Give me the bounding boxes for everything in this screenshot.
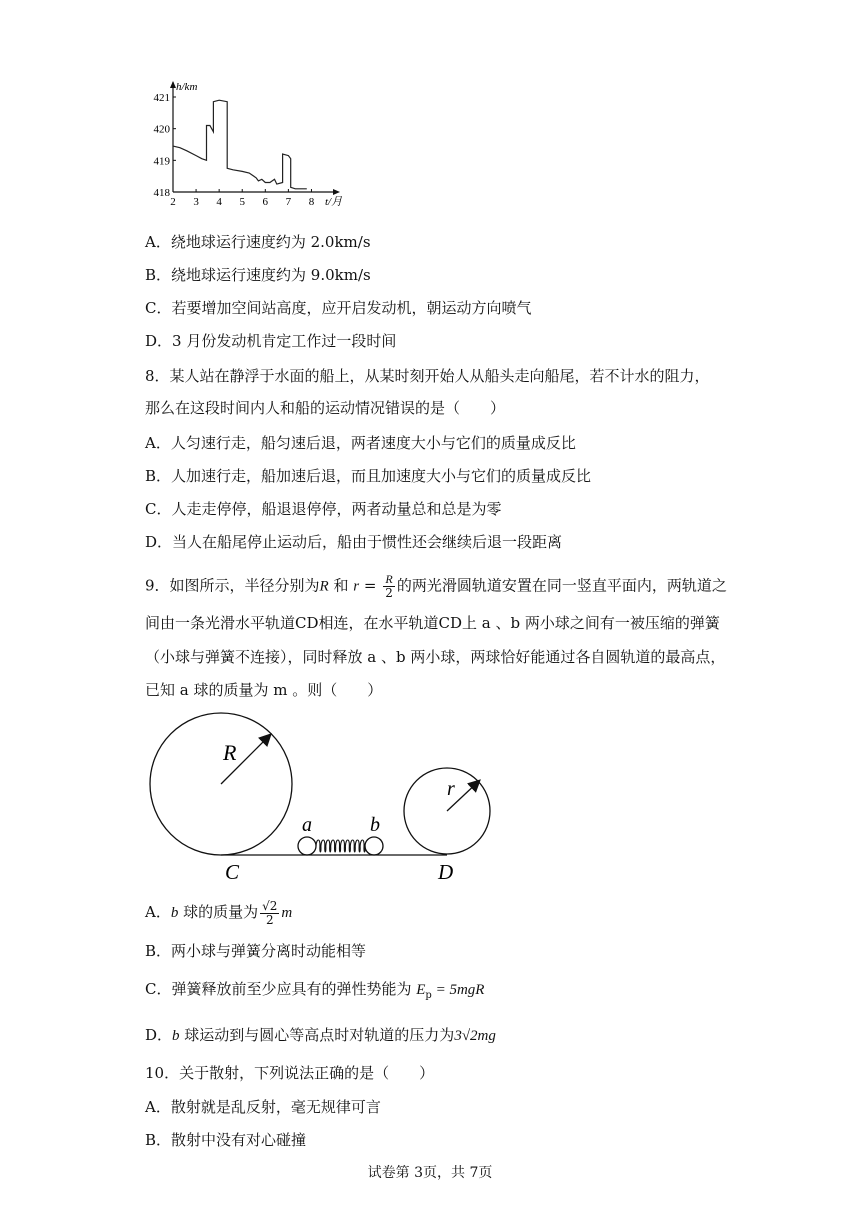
q7-option-b: B．绕地球运行速度约为 9.0km/s [145,266,371,284]
label-a: a [302,814,312,836]
x-tick-label: 5 [239,196,245,208]
ball-a [298,837,316,855]
q9-stem-line1 [145,573,727,600]
q9-stem-text-cont: 的两光滑圆轨道安置在同一竖直平面内，两轨道之 [396,576,727,595]
q7-option-d: D．3 月份发动机肯定工作过一段时间 [145,332,397,350]
q9-option-a: A．b 球的质量为 $\frac{√2}{2}$ m [145,898,293,927]
x-tick-label: 7 [285,196,292,208]
q9-track-figure [145,715,505,885]
q8-option-b: B．人加速行走，船加速后退，而且加速度大小与它们的质量成反比 [145,467,592,485]
y-tick-label: 420 [153,123,170,136]
q9-stem-text: 9．如图所示，半径分别为 [145,576,320,595]
q8-stem-line1: 8．某人站在静浮于水面的船上，从某时刻开始人从船头走向船尾，若不计水的阻力， [145,367,710,385]
label-R: R [223,740,237,765]
q9-option-a-fraction: $\frac{√2}{2}$ [262,898,278,927]
label-r: r [447,778,455,800]
x-tick-label: 2 [170,196,176,208]
altitude-chart [140,80,343,208]
q8-option-a: A．人匀速行走，船匀速后退，两者速度大小与它们的质量成反比 [145,434,576,452]
ball-b [365,837,383,855]
q10-option-b: B．散射中没有对心碰撞 [145,1131,307,1149]
x-tick-label: 4 [216,196,222,208]
q8-option-c: C．人走走停停，船退退停停，两者动量总和总是为零 [145,500,502,518]
q9-equals: = [359,576,382,595]
x-tick-label: 3 [193,196,199,208]
q9-fraction-r: $\frac{R}{2}$ [385,572,393,600]
y-tick-label: 418 [153,187,170,199]
q9-option-c: C．弹簧释放前至少应具有的弹性势能为 $E_p = 5mgR$ [145,980,485,1001]
q8-stem-line2: 那么在这段时间内人和船的运动情况错误的是（ ） [145,399,506,417]
y-tick-label: 419 [153,155,170,168]
compressed-spring [316,840,365,852]
altitude-series-line [173,100,307,189]
label-D: D [438,860,454,884]
q9-and: 和 [328,576,354,595]
q7-option-a: A．绕地球运行速度约为 2.0km/s [145,233,371,251]
y-tick-label: 421 [153,92,170,104]
q9-option-b: B．两小球与弹簧分离时动能相等 [145,942,367,960]
page-footer: 试卷第 3页，共 7页 [367,1165,493,1181]
q9-radius-R: R [319,578,329,595]
q9-stem-line4: 已知 a 球的质量为 m 。则（ ） [145,681,383,699]
label-C: C [225,860,240,884]
q9-option-d: D．b 球运动到与圆心等高点时对轨道的压力为3√2mg [145,1026,496,1044]
x-axis-arrow [333,189,340,195]
x-tick-label: 6 [262,196,269,208]
q9-stem-line2: 间由一条光滑水平轨道CD相连，在水平轨道CD上 a 、b 两小球之间有一被压缩的弹簧 [145,614,720,632]
q10-stem: 10．关于散射，下列说法正确的是（ ） [145,1064,435,1082]
q7-option-c: C．若要增加空间站高度，应开启发动机，朝运动方向喷气 [145,299,532,317]
q8-option-d: D．当人在船尾停止运动后，船由于惯性还会继续后退一段距离 [145,533,563,551]
label-b: b [370,814,380,836]
x-axis-label: t/月 [325,196,343,208]
y-axis-label: h/km [176,81,198,93]
q10-option-a: A．散射就是乱反射，毫无规律可言 [145,1098,381,1116]
q9-radius-r: r [353,578,360,595]
x-tick-label: 8 [308,196,315,208]
q9-stem-line3: （小球与弹簧不连接），同时释放 a 、b 两小球，两球恰好能通过各自圆轨道的最高点， [145,648,726,666]
